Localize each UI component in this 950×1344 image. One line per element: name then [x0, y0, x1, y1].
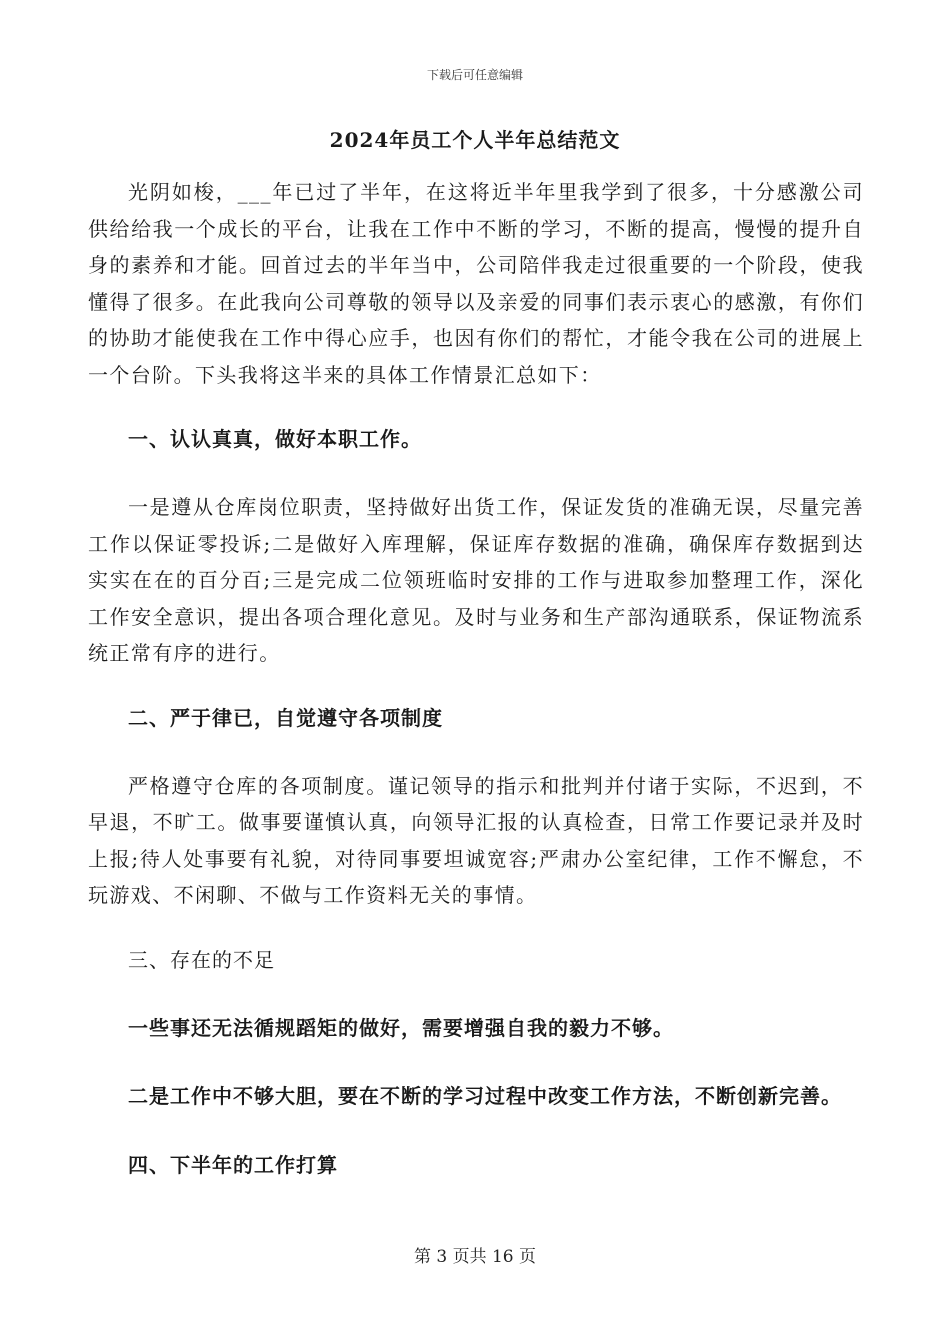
section-2-heading: 二、严于律已，自觉遵守各项制度 — [128, 705, 443, 730]
section-1-heading: 一、认认真真，做好本职工作。 — [128, 427, 422, 451]
section-4-heading: 四、下半年的工作打算 — [128, 1152, 338, 1177]
document-title: 2024年员工个人半年总结范文 — [329, 128, 621, 152]
section-3-item-1: 一些事还无法循规蹈矩的做好，需要增强自我的毅力不够。 — [128, 1015, 674, 1040]
section-2-body: 严格遵守仓库的各项制度。谨记领导的指示和批判并付诸于实际，不迟到，不早退，不旷工。做事要谨慎认真，向领导汇报的认真检查，日常工作要记录并及时上报;待人处事要有礼貌，对待同事要坦诚宽容;严肃办公室纪律，工作不懈怠，不玩游戏、不闲聊、不做与工作资料无关的事情。 — [88, 773, 864, 907]
intro-paragraph: 光阴如梭，___年已过了半年，在这将近半年里我学到了很多，十分感激公司供给给我一个成长的平台，让我在工作中不断的学习，不断的提高，慢慢的提升自身的素养和才能。回首过去的半年当中，公司陪伴我走过很重要的一个阶段，使我懂得了很多。在此我向公司尊敬的领导以及亲爱的同事们表示衷心的感激，有你们的协助才能使我在工作中得心应手，也因有你们的帮忙，才能令我在公司的进展上一个台阶。下头我将这半来的具体工作情景汇总如下： — [88, 180, 864, 387]
section-3-heading: 三、存在的不足 — [128, 947, 275, 972]
section-1-body: 一是遵从仓库岗位职责，坚持做好出货工作，保证发货的准确无误，尽量完善工作以保证零投诉;二是做好入库理解，保证库存数据的准确，确保库存数据到达实实在在的百分百;三是完成二位领班临时安排的工作与进取参加整理工作，深化工作安全意识，提出各项合理化意见。及时与业务和生产部沟通联系，保证物流系统正常有序的进行。 — [88, 495, 864, 665]
page-footer: 第 3 页共 16 页 — [413, 1247, 537, 1267]
document-body — [88, 174, 864, 1215]
section-3-item-2: 二是工作中不够大胆，要在不断的学习过程中改变工作方法，不断创新完善。 — [128, 1084, 842, 1108]
header-note: 下载后可任意编辑 — [426, 68, 523, 82]
